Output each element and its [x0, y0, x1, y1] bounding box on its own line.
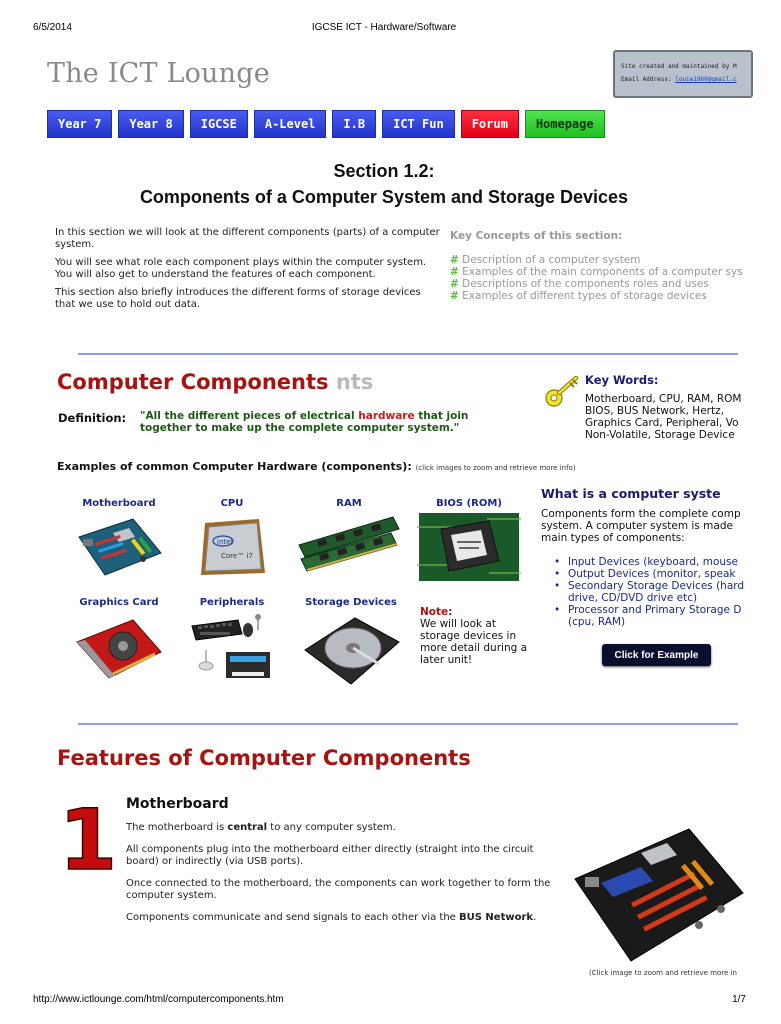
key-concept-item — [450, 254, 750, 266]
list-item-text: drive, CD/DVD drive etc) — [568, 592, 698, 604]
key-concepts-heading: Key Concepts of this section: — [450, 230, 623, 242]
hash-icon: # — [450, 290, 459, 302]
key-concept-item — [450, 278, 750, 290]
computer-components-title: Computer Components — [57, 370, 329, 394]
section-title: Components of a Computer System and Storage Devices — [139, 187, 629, 207]
list-item — [541, 568, 781, 580]
key-words-line: Motherboard, CPU, RAM, ROM — [585, 393, 742, 405]
nav-igcse[interactable]: IGCSE — [190, 110, 248, 138]
hardware-item-storage-devices[interactable] — [296, 597, 406, 688]
hardware-item-cpu[interactable] — [177, 498, 287, 581]
credit-email-row — [621, 73, 745, 86]
text-part: . — [533, 912, 537, 923]
bios-image[interactable] — [417, 513, 521, 581]
motherboard-title: Motherboard — [126, 796, 229, 812]
key-concept-text: Descriptions of the components roles and uses — [462, 278, 709, 290]
examples-heading — [57, 460, 576, 473]
print-header — [0, 22, 768, 36]
what-is-computer-system — [541, 488, 781, 628]
key-icon — [543, 373, 581, 411]
list-item-text: Secondary Storage Devices (hard — [568, 580, 745, 592]
storage-devices-image[interactable] — [299, 612, 403, 688]
motherboard-caption: (Click image to zoom and retrieve more in — [589, 969, 737, 977]
component-types-list — [541, 556, 781, 628]
main-nav — [47, 110, 605, 138]
list-item-text: Output Devices (monitor, speak — [568, 568, 736, 580]
note — [420, 606, 530, 666]
hardware-label: BIOS (ROM) — [436, 498, 502, 509]
credit-email-link[interactable]: louie1960@gmail.c — [675, 76, 737, 83]
hash-icon: # — [450, 266, 459, 278]
nav-ib[interactable]: I.B — [332, 110, 376, 138]
key-words-line: Non-Volatile, Storage Device — [585, 429, 735, 441]
hardware-label: Motherboard — [82, 498, 156, 509]
divider — [78, 353, 738, 355]
key-concept-text: Examples of different types of storage devices — [462, 290, 707, 302]
motherboard-large-image[interactable] — [571, 823, 746, 966]
text-part: The motherboard is — [126, 822, 228, 833]
nav-ict-fun[interactable]: ICT Fun — [382, 110, 455, 138]
print-title: IGCSE ICT - Hardware/Software — [311, 22, 457, 33]
nav-year-8[interactable]: Year 8 — [118, 110, 183, 138]
cpu-model-text: Core™ i7 — [221, 552, 253, 560]
click-for-example-button[interactable]: Click for Example — [602, 644, 711, 666]
nav-a-level[interactable]: A-Level — [254, 110, 327, 138]
divider — [78, 723, 738, 725]
note-text: We will look at storage devices in more detail during a later unit! — [420, 618, 528, 666]
hardware-item-graphics-card[interactable] — [64, 597, 174, 684]
nav-forum[interactable]: Forum — [461, 110, 519, 138]
hardware-item-ram[interactable] — [294, 498, 404, 581]
definition-part: "All the different pieces of electrical — [140, 410, 359, 422]
number-one-graphic — [58, 791, 118, 889]
motherboard-paragraph — [126, 822, 556, 834]
text-part: to any computer system. — [267, 822, 396, 833]
text-part: Components communicate and send signals to each other via the — [126, 912, 459, 923]
key-concept-item — [450, 266, 750, 278]
what-is-line: system. A computer system is made — [541, 520, 733, 532]
hardware-label: Graphics Card — [79, 597, 159, 608]
hardware-label: Storage Devices — [305, 597, 397, 608]
note-heading: Note: — [420, 606, 453, 618]
list-item-text: Processor and Primary Storage D — [568, 604, 742, 616]
key-concept-item — [450, 290, 750, 302]
motherboard-text — [126, 822, 556, 934]
hardware-item-motherboard[interactable] — [64, 498, 174, 581]
peripherals-image[interactable] — [186, 612, 278, 684]
hardware-item-bios[interactable] — [414, 498, 524, 581]
print-url: http://www.ictlounge.com/html/computercomponents.htm — [33, 994, 284, 1005]
motherboard-paragraph: All components plug into the motherboard either directly (straight into the circuit board) or indirectly (via USB ports). — [126, 844, 534, 867]
hardware-label: RAM — [336, 498, 362, 509]
text-bold: BUS Network — [459, 912, 534, 923]
list-item — [541, 604, 781, 628]
examples-label: Examples of common Computer Hardware (components): — [57, 460, 412, 473]
graphics-card-image[interactable] — [73, 612, 165, 684]
hardware-item-peripherals[interactable] — [177, 597, 287, 684]
text-bold: central — [227, 822, 268, 833]
intro-paragraph: In this section we will look at the different components (parts) of a computer system. — [55, 227, 440, 250]
list-item-text: Input Devices (keyboard, mouse — [568, 556, 738, 568]
hash-icon: # — [450, 254, 459, 266]
definition-highlight: hardware — [358, 410, 415, 422]
key-words-line: Graphics Card, Peripheral, Vo — [585, 417, 739, 429]
definition-text — [140, 410, 520, 434]
number-one-text: 1 — [58, 791, 118, 889]
motherboard-paragraph — [126, 912, 556, 924]
what-is-heading: What is a computer syste — [541, 486, 721, 501]
print-page-number: 1/7 — [732, 994, 746, 1005]
site-title[interactable]: The ICT Lounge — [47, 58, 270, 89]
key-concept-text: Examples of the main components of a computer sys — [462, 266, 743, 278]
key-words-line: BIOS, BUS Network, Hertz, — [585, 405, 724, 417]
definition-part: that join together to make up the complete computer system." — [140, 410, 469, 434]
list-item-text: (cpu, RAM) — [568, 616, 626, 628]
intro-paragraph: This section also briefly introduces the different forms of storage devices that we use to hold out data. — [55, 287, 421, 310]
intro-text — [55, 227, 440, 317]
hardware-label: Peripherals — [199, 597, 265, 608]
ram-image[interactable] — [297, 513, 401, 581]
key-words — [585, 374, 765, 441]
nav-year-7[interactable]: Year 7 — [47, 110, 112, 138]
site-credit-box — [613, 50, 753, 98]
features-heading: Features of Computer Components — [57, 746, 471, 770]
intro-paragraph: You will see what role each component plays within the computer system. You will also get to understand the features of each component. — [55, 257, 427, 280]
motherboard-paragraph: Once connected to the motherboard, the components can work together to form the computer system. — [126, 878, 551, 901]
key-concepts — [450, 230, 750, 302]
print-footer — [0, 994, 768, 1008]
key-concept-text: Description of a computer system — [462, 254, 641, 266]
definition-label: Definition: — [58, 411, 127, 425]
cpu-image[interactable] — [191, 513, 273, 581]
hash-icon: # — [450, 278, 459, 290]
hardware-label: CPU — [220, 498, 244, 509]
list-item — [541, 556, 781, 568]
print-date: 6/5/2014 — [33, 22, 72, 33]
list-item — [541, 580, 781, 604]
what-is-line: main types of components: — [541, 532, 685, 544]
credit-email-label: Email Address: — [621, 76, 672, 83]
page-content — [0, 40, 745, 992]
examples-hint: (click images to zoom and retrieve more info) — [415, 464, 576, 472]
cpu-brand-text: intel — [217, 538, 233, 546]
credit-line: Site created and maintained by M — [621, 63, 737, 70]
section-number: Section 1.2: — [333, 161, 435, 181]
key-words-heading: Key Words: — [585, 373, 659, 387]
heading-ghost-text: nts — [335, 370, 374, 394]
what-is-line: Components form the complete comp — [541, 508, 741, 520]
nav-homepage[interactable]: Homepage — [525, 110, 605, 138]
motherboard-image[interactable] — [73, 513, 165, 581]
computer-components-heading — [57, 370, 373, 394]
